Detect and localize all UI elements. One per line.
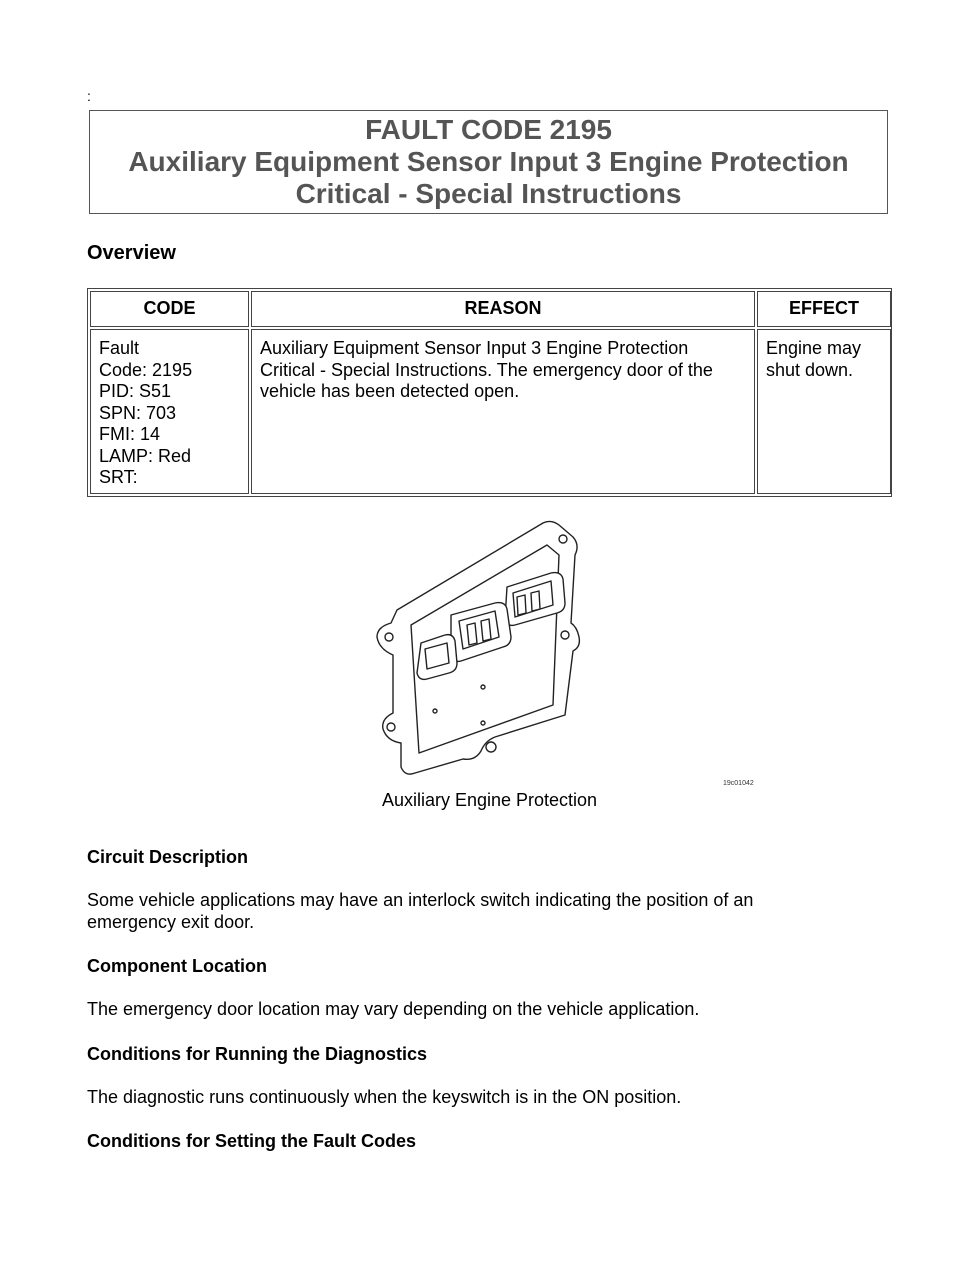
code-line: LAMP: Red — [99, 445, 192, 466]
code-cell — [90, 329, 249, 494]
circuit-description-heading: Circuit Description — [87, 847, 249, 867]
code-line: Code: 2195 — [99, 359, 193, 380]
circuit-description-text: Some vehicle applications may have an interlock switch indicating the position of an emergency exit door. — [87, 890, 754, 932]
running-diagnostics-text: The diagnostic runs continuously when the keyswitch is in the ON position. — [87, 1087, 682, 1107]
title-line-3: Critical - Special Instructions — [295, 178, 682, 209]
title-line-2: Auxiliary Equipment Sensor Input 3 Engine Protection — [128, 146, 849, 177]
component-location-text: The emergency door location may vary depending on the vehicle application. — [87, 999, 700, 1019]
fault-code-title-box — [89, 110, 888, 214]
setting-fault-codes-heading: Conditions for Setting the Fault Codes — [87, 1131, 416, 1151]
effect-line: shut down. — [766, 359, 854, 380]
code-line: SPN: 703 — [99, 402, 177, 423]
figure-caption: Auxiliary Engine Protection — [381, 790, 598, 810]
reason-line: Auxiliary Equipment Sensor Input 3 Engine Protection — [260, 338, 689, 358]
effect-line: Engine may — [766, 338, 862, 358]
reason-line: Critical - Special Instructions. The emergency door of the — [260, 359, 713, 380]
title-line-1: FAULT CODE 2195 — [365, 114, 612, 145]
overview-heading: Overview — [87, 242, 176, 264]
code-line: SRT: — [99, 467, 138, 487]
fault-code-table — [87, 288, 892, 497]
component-location-heading: Component Location — [87, 956, 267, 976]
figure-image-code: 19c01042 — [723, 780, 754, 787]
reason-line: vehicle has been detected open. — [260, 381, 520, 401]
running-diagnostics-heading: Conditions for Running the Diagnostics — [87, 1044, 427, 1064]
reason-cell — [251, 329, 755, 494]
header-code: CODE — [90, 291, 249, 327]
header-effect: EFFECT — [757, 291, 891, 327]
ecm-module-illustration — [375, 515, 760, 790]
code-line: Fault — [99, 338, 140, 358]
code-line: FMI: 14 — [99, 424, 161, 444]
effect-cell — [757, 329, 891, 494]
header-reason: REASON — [251, 291, 755, 327]
code-line: PID: S51 — [99, 381, 172, 401]
leading-colon: : — [87, 88, 91, 104]
